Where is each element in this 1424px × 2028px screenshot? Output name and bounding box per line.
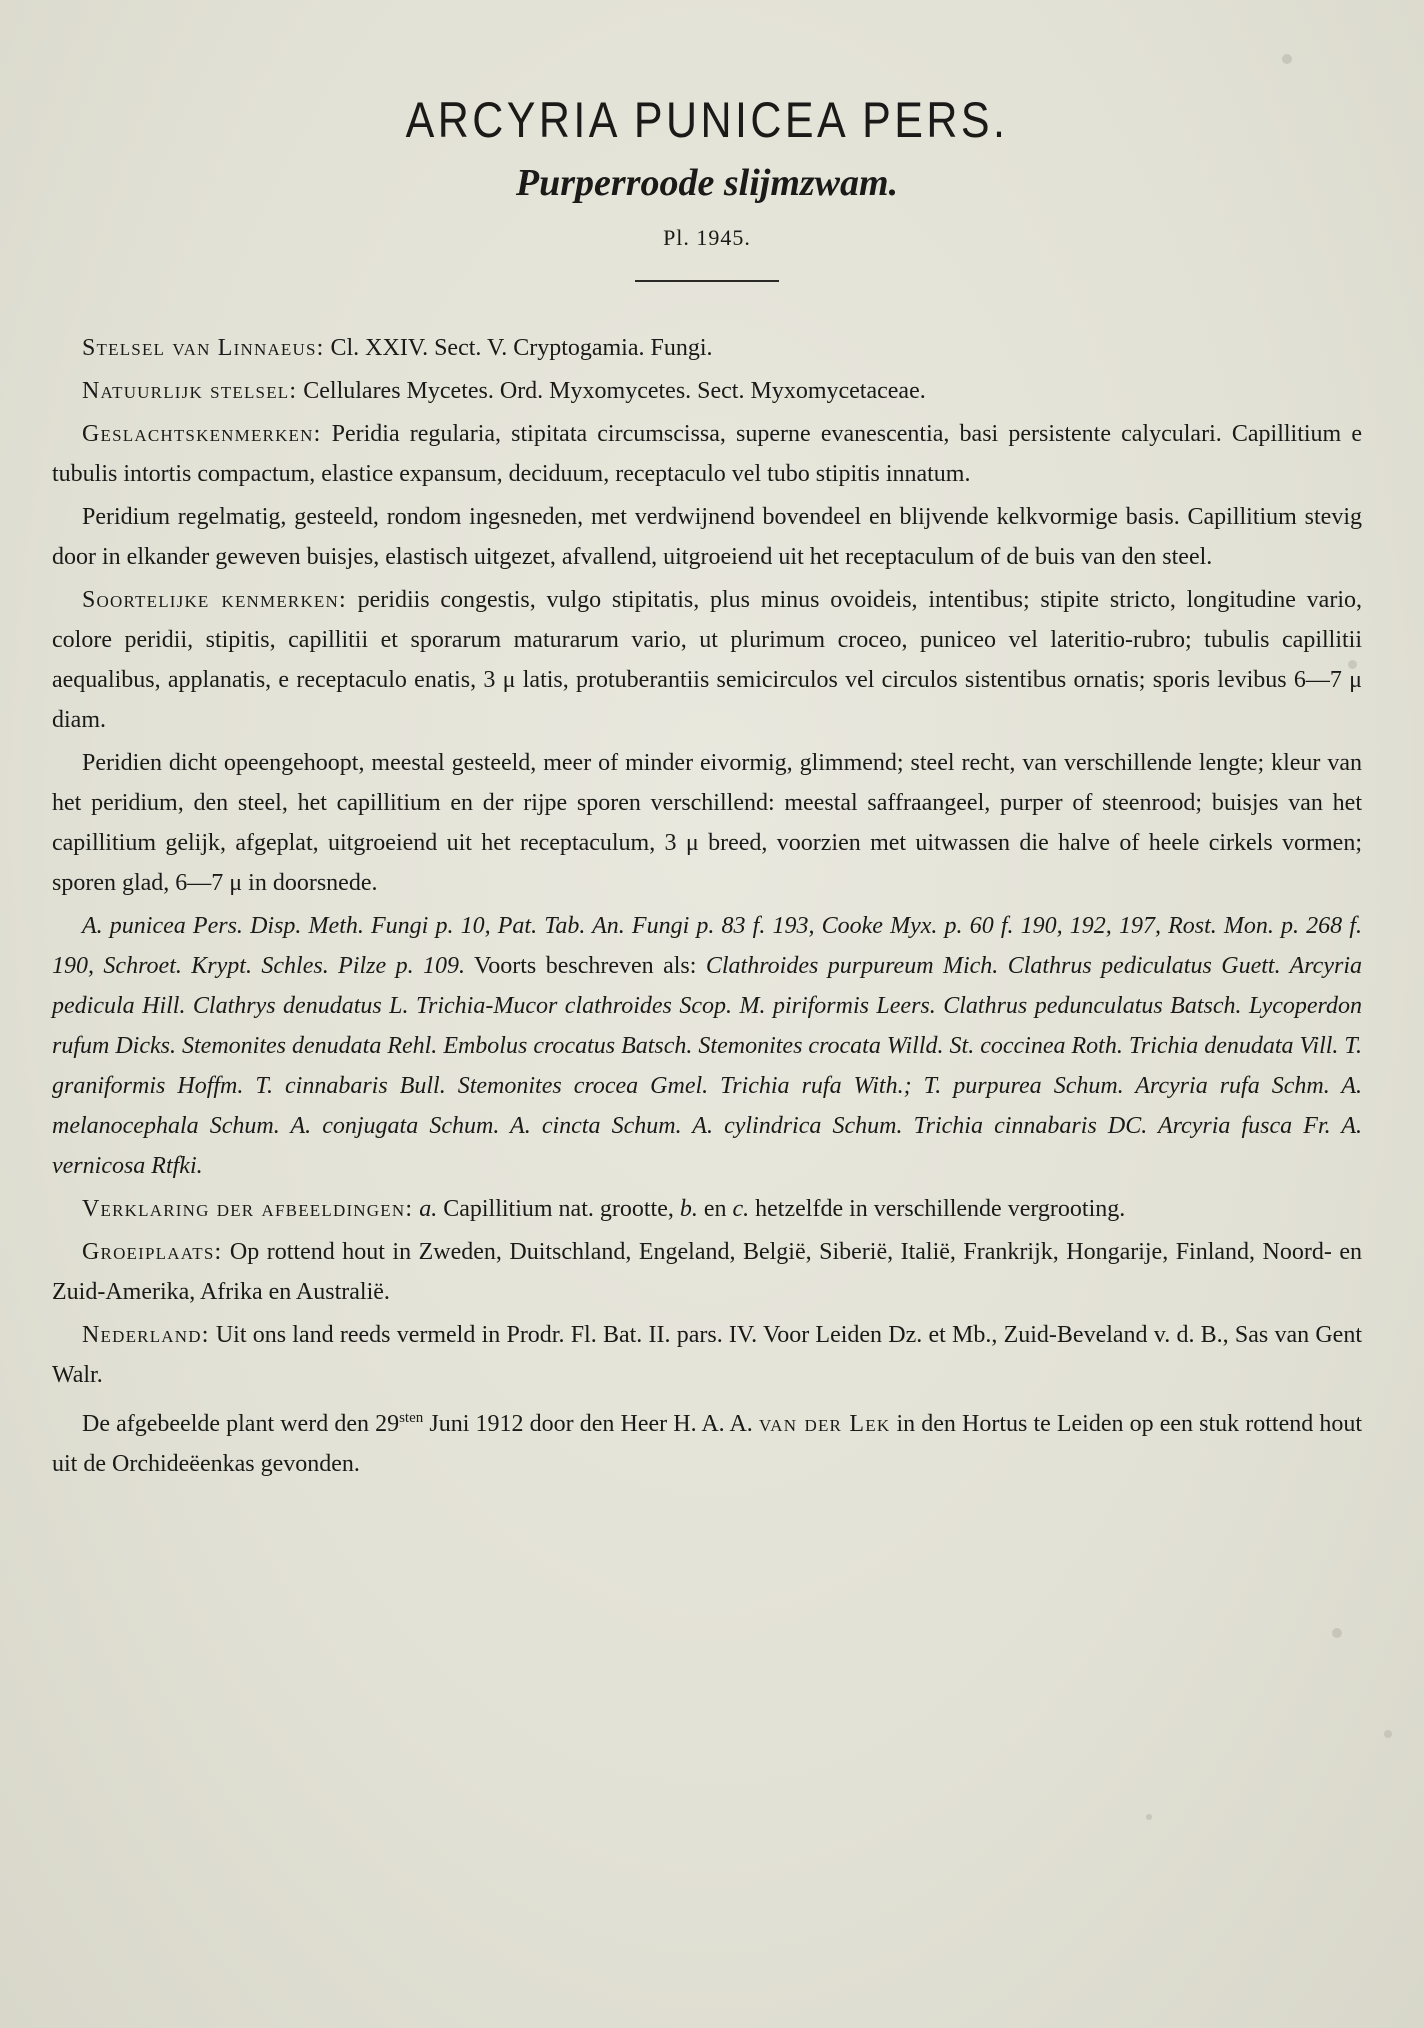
habitat-label: Groeiplaats: [82, 1239, 223, 1265]
netherlands-label: Nederland: [82, 1322, 210, 1348]
literature-references: A. punicea Pers. Disp. Meth. Fungi p. 10, Pat. Tab. An. Fungi p. 83 f. 193, Cooke Myx. p. 60 f. 190, 192, 197, Rost. Mon. p. 268 f. 190, Schroet. Krypt. Schles. Pilze p. 109. [52, 913, 1362, 979]
genus-characters-latin: Peridia regularia, stipitata circumscissa, superne evanescentia, basi persistente calyculari. Capillitium e tubulis intortis compactum, elastice expansum, deciduum, receptaculo vel tubo stipitis innatum. [52, 421, 1362, 487]
figure-explanation-text-2: en [703, 1196, 727, 1222]
closing-text-1: De afgebeelde plant werd den 29 [82, 1411, 400, 1437]
figure-letter-a: a. [419, 1196, 438, 1222]
species-characters-label: Soortelijke kenmerken: [82, 587, 347, 613]
page-subtitle: Purperroode slijmzwam. [515, 162, 899, 204]
document-body [52, 328, 1362, 1484]
habitat-paragraph [52, 1232, 1362, 1312]
linnaeus-label: Stelsel van Linnaeus: [82, 335, 325, 361]
netherlands-paragraph [52, 1315, 1362, 1395]
closing-paragraph [52, 1398, 1362, 1484]
paper-speck [1332, 1628, 1342, 1638]
linnaeus-paragraph [52, 328, 1362, 368]
collector-name: van der Lek [758, 1411, 891, 1437]
page-title: ARCYRIA PUNICEA PERS. [405, 92, 1009, 148]
synonyms-paragraph [52, 906, 1362, 1186]
synonyms-list: Clathroides purpureum Mich. Clathrus pediculatus Guett. Arcyria pedicula Hill. Clathrys denudatus L. Trichia-Mucor clathroides Scop. M. piriformis Leers. Clathrus pedunculatus Batsch. Lycoperdon rufum Dicks. Stemonites denudata Rehl. Embolus crocatus Batsch. Stemonites crocata Willd. St. coccinea Roth. Trichia denudata Vill. T. graniformis Hoffm. T. cinnabaris Bull. Stemonites crocea Gmel. Trichia rufa With.; T. purpurea Schum. Arcyria rufa Schm. A. melanocephala Schum. A. conjugata Schum. A. cincta Schum. A. cylindrica Schum. Trichia cinnabaris DC. Arcyria fusca Fr. A. vernicosa Rtfki. [52, 953, 1362, 1179]
natural-system-paragraph [52, 371, 1362, 411]
genus-characters-label: Geslachtskenmerken: [82, 421, 322, 447]
genus-characters-dutch: Peridium regelmatig, gesteeld, rondom ingesneden, met verdwijnend bovendeel en blijvende kelkvormige basis. Capillitium stevig door in elkander geweven buisjes, elastisch uitgezet, afvallend, uitgroeiend uit het receptaculum of de buis van den steel. [52, 504, 1362, 570]
figure-letter-c: c. [732, 1196, 750, 1222]
paper-speck [1384, 1730, 1392, 1738]
closing-text-2: Juni 1912 door den Heer H. A. A. [429, 1411, 753, 1437]
figure-explanation-text-3: hetzelfde in verschillende vergrooting. [755, 1196, 1126, 1222]
plate-number: Pl. 1945. [663, 225, 751, 250]
figure-letter-b: b. [679, 1196, 698, 1222]
species-characters-dutch: Peridien dicht opeengehoopt, meestal gesteeld, meer of minder eivormig, glimmend; steel recht, van verschillende lengte; kleur van het peridium, den steel, het capillitium en der rijpe sporen verschillend: meestal saffraangeel, purper of steenrood; buisjes van het capillitium gelijk, afgeplat, uitgroeiend uit het receptaculum, 3 μ breed, voorzien met uitwassen die halve of heele cirkels vormen; sporen glad, 6—7 μ in doorsnede. [52, 750, 1362, 896]
genus-characters-paragraph [52, 414, 1362, 494]
species-characters-paragraph [52, 580, 1362, 740]
natural-system-text: Cellulares Mycetes. Ord. Myxomycetes. Sect. Myxomycetaceae. [303, 378, 926, 404]
synonyms-connector: Voorts beschreven als: [474, 953, 697, 979]
paper-speck [1282, 54, 1292, 64]
species-characters-latin: peridiis congestis, vulgo stipitatis, plus minus ovoideis, intentibus; stipite stricto, longitudine vario, colore peridii, stipitis, capillitii et sporarum maturarum vario, ut plurimum croceo, puniceo vel lateritio-rubro; tubulis capillitii aequalibus, applanatis, e receptaculo enatis, 3 μ latis, protuberantiis semicirculos vel circulos sistentibus ornatis; sporis levibus 6—7 μ diam. [52, 587, 1362, 733]
document-page [52, 88, 1362, 1487]
paper-speck [1146, 1814, 1152, 1820]
natural-system-label: Natuurlijk stelsel: [82, 378, 298, 404]
closing-text-3: in den Hortus te Leiden op een stuk rottend hout uit de Orchideëenkas gevonden. [52, 1411, 1363, 1477]
title-divider [635, 280, 779, 282]
figure-explanation-paragraph [52, 1189, 1362, 1229]
netherlands-text: Uit ons land reeds vermeld in Prodr. Fl. Bat. II. pars. IV. Voor Leiden Dz. et Mb., Zuid-Beveland v. d. B., Sas van Gent Walr. [52, 1322, 1363, 1388]
figure-explanation-label: Verklaring der afbeeldingen: [82, 1196, 414, 1222]
closing-superscript: sten [399, 1410, 424, 1426]
habitat-text: Op rottend hout in Zweden, Duitschland, Engeland, België, Siberië, Italië, Frankrijk, Hongarije, Finland, Noord- en Zuid-Amerika, Afrika en Australië. [52, 1239, 1362, 1305]
figure-explanation-text-1: Capillitium nat. grootte, [443, 1196, 674, 1222]
linnaeus-text: Cl. XXIV. Sect. V. Cryptogamia. Fungi. [330, 335, 713, 361]
